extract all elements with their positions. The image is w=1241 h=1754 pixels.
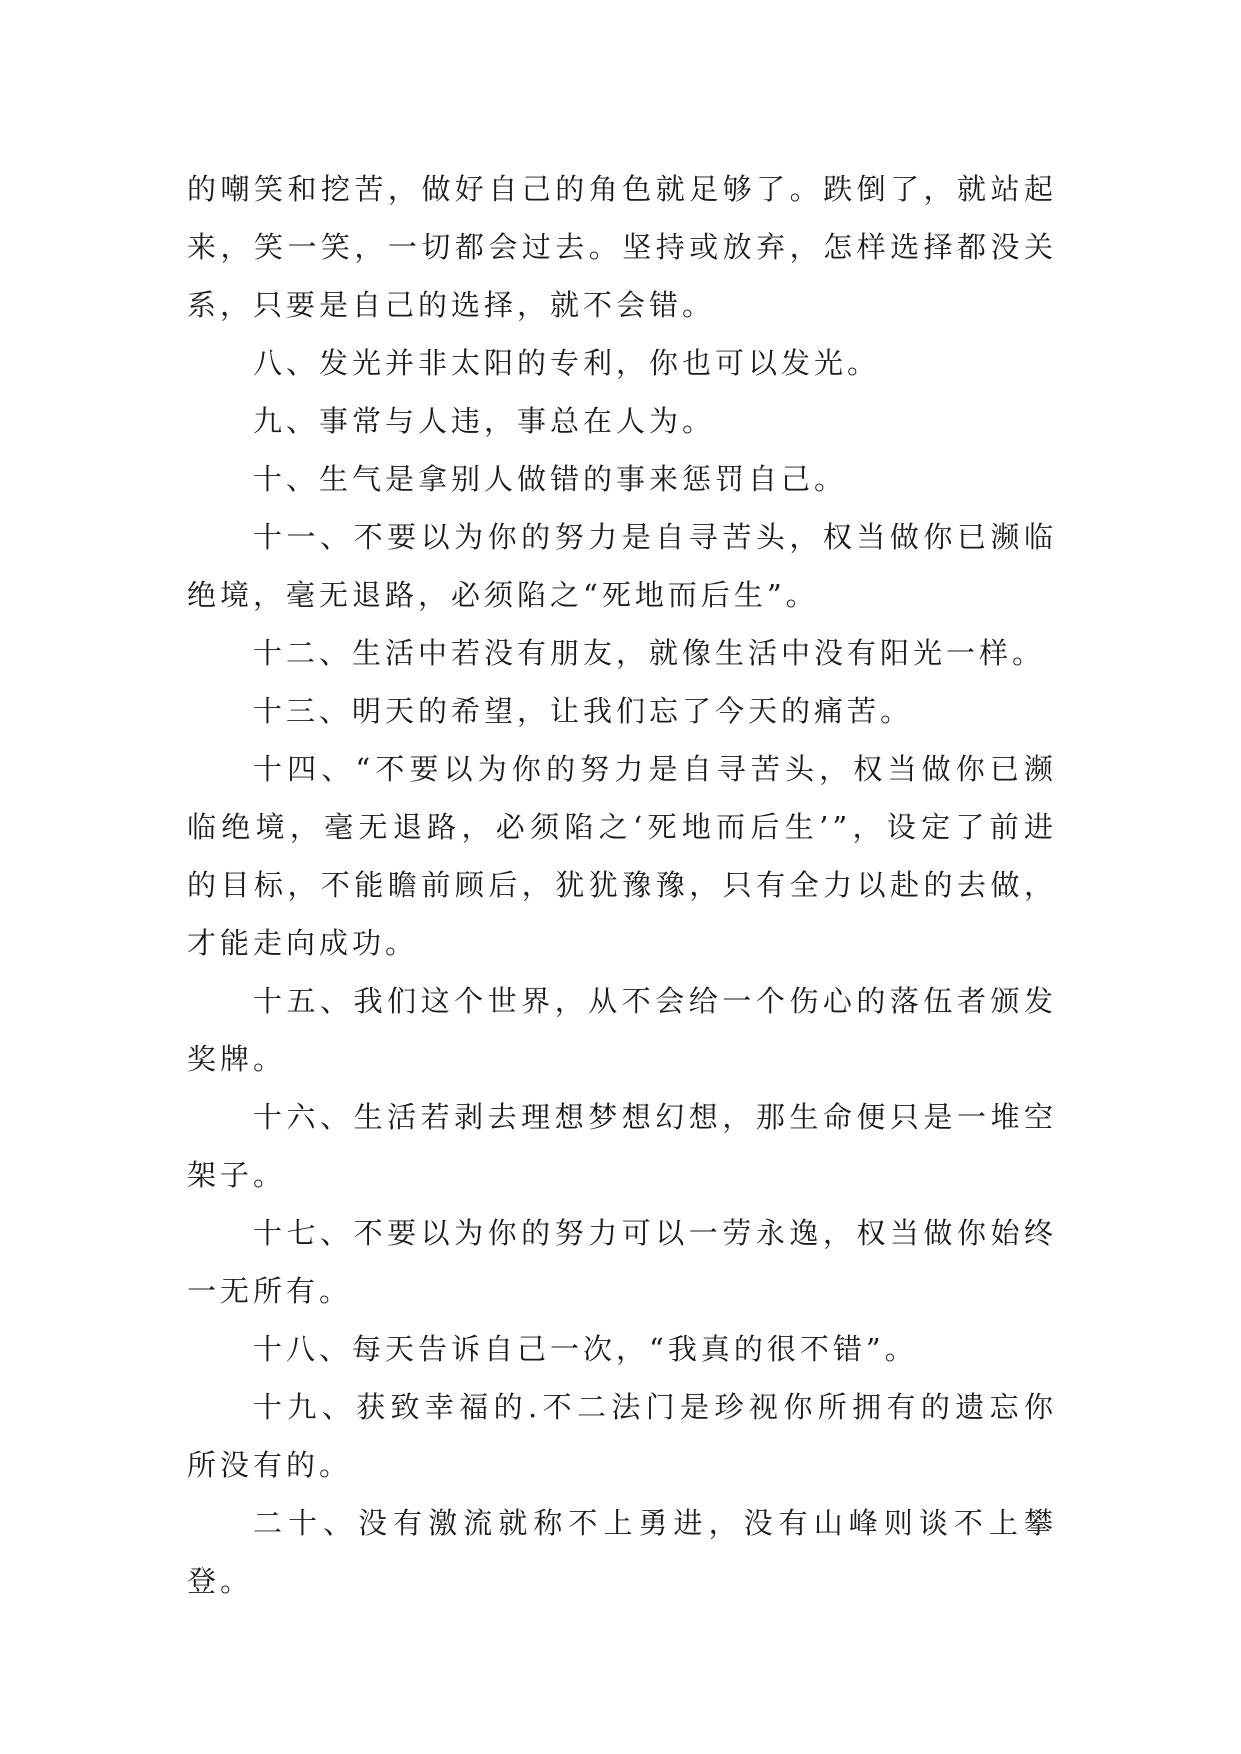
paragraph-item-10: 十、生气是拿别人做错的事来惩罚自己。 [253,462,848,496]
paragraph-item-8: 八、发光并非太阳的专利，你也可以发光。 [253,346,881,380]
paragraph-continued: 的嘲笑和挖苦，做好自己的角色就足够了。跌倒了，就站起来，笑一笑，一切都会过去。坚持或放弃，怎样选择都没关系，只要是自己的选择，就不会错。 [187,172,1057,322]
paragraph-item-11: 十一、不要以为你的努力是自寻苦头，权当做你已濒临绝境，毫无退路，必须陷之“死地而后生”。 [187,520,1057,612]
paragraph-item-18: 十八、每天告诉自己一次，“我真的很不错”。 [253,1332,918,1366]
paragraph-item-19: 十九、获致幸福的.不二法门是珍视你所拥有的遗忘你所没有的。 [187,1390,1057,1482]
document-body [187,160,1057,1610]
paragraph-item-9: 九、事常与人违，事总在人为。 [253,404,716,438]
paragraph-item-15: 十五、我们这个世界，从不会给一个伤心的落伍者颁发奖牌。 [187,984,1057,1076]
paragraph-item-20: 二十、没有激流就称不上勇进，没有山峰则谈不上攀登。 [187,1506,1057,1598]
paragraph-item-13: 十三、明天的希望，让我们忘了今天的痛苦。 [253,694,914,728]
paragraph-item-14: 十四、“不要以为你的努力是自寻苦头，权当做你已濒临绝境，毫无退路，必须陷之‘死地而后生’”，设定了前进的目标，不能瞻前顾后，犹犹豫豫，只有全力以赴的去做，才能走向成功。 [187,752,1057,960]
paragraph-item-16: 十六、生活若剥去理想梦想幻想，那生命便只是一堆空架子。 [187,1100,1057,1192]
paragraph-item-12: 十二、生活中若没有朋友，就像生活中没有阳光一样。 [253,636,1046,670]
paragraph-item-17: 十七、不要以为你的努力可以一劳永逸，权当做你始终一无所有。 [187,1216,1057,1308]
